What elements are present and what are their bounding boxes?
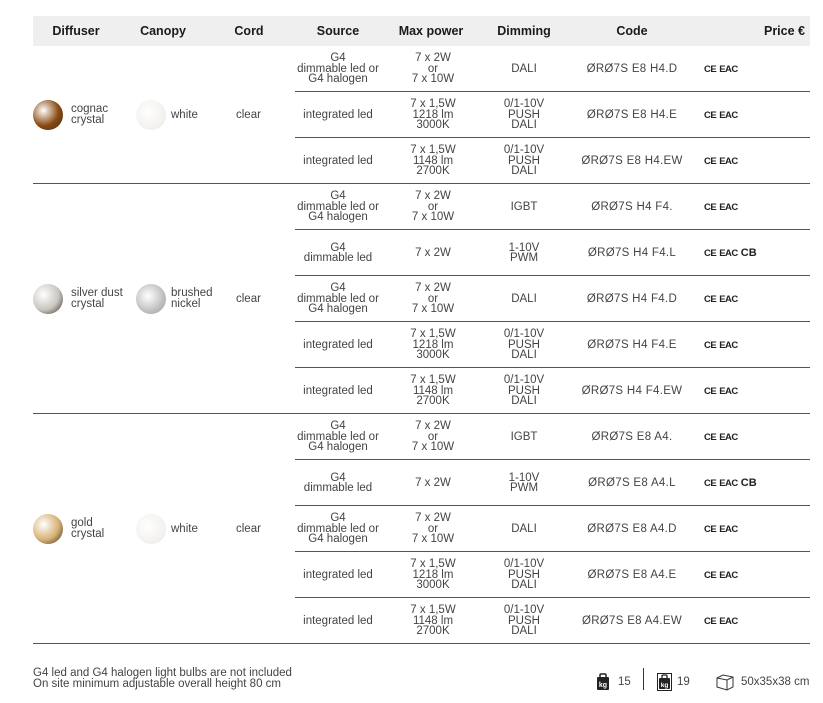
power-line: 7 x 10W — [411, 441, 455, 454]
code-cell: ØRØ7S E8 H4.EW — [581, 154, 683, 167]
eac-mark-icon: EAC — [719, 615, 738, 627]
power-line: or — [427, 522, 439, 535]
eac-mark-icon: EAC — [719, 201, 738, 213]
power-line: 2700K — [416, 165, 450, 178]
header-source: Source — [316, 24, 360, 38]
code-cell: ØRØ7S H4 F4.EW — [581, 384, 683, 397]
dimming-line: DALI — [511, 395, 537, 408]
power-line: 7 x 1,5W — [410, 98, 456, 111]
power-line: 7 x 2W — [415, 476, 451, 489]
gross-weight — [657, 673, 690, 691]
power-line: 7 x 1,5W — [410, 374, 456, 387]
eac-mark-icon: EAC — [719, 63, 738, 75]
source-line: dimmable led — [303, 482, 373, 494]
diffuser-swatch — [33, 284, 63, 314]
source-line: integrated led — [303, 614, 373, 627]
ce-mark-icon: CE — [704, 293, 717, 305]
code-cell: ØRØ7S E8 H4.D — [586, 62, 678, 75]
net-weight — [596, 673, 631, 691]
eac-mark-icon: EAC — [719, 523, 738, 535]
footer-notes — [33, 668, 292, 690]
dimming-cell — [479, 46, 569, 92]
dimming-line: DALI — [511, 119, 537, 132]
dimming-line: PWM — [509, 482, 539, 494]
source-cell — [295, 552, 381, 598]
source-cell — [295, 414, 381, 460]
dimming-line: PUSH — [508, 108, 540, 121]
net-weight-value: 15 — [618, 676, 631, 688]
table-header — [33, 16, 810, 46]
ce-mark-icon: CE — [704, 339, 717, 351]
dimming-cell — [479, 184, 569, 230]
canopy-swatch — [136, 100, 166, 130]
eac-mark-icon: EAC — [719, 569, 738, 581]
dimming-cell — [479, 460, 569, 506]
certification-marks — [704, 339, 738, 351]
dimming-line: DALI — [511, 292, 537, 305]
dimming-line: 0/1-10V — [503, 374, 545, 387]
dimming-line: 1-10V — [508, 241, 540, 254]
dimming-line: 0/1-10V — [503, 604, 545, 617]
certification-marks — [704, 293, 738, 305]
dimming-line: PUSH — [508, 614, 540, 627]
source-line: G4 halogen — [308, 303, 368, 316]
dimming-line: IGBT — [510, 430, 538, 443]
canopy-swatch — [136, 284, 166, 314]
source-line: G4 halogen — [308, 73, 368, 86]
max-power-cell — [387, 598, 479, 644]
box-size — [715, 673, 809, 691]
header-dimming: Dimming — [497, 24, 551, 38]
source-cell — [295, 460, 381, 506]
source-line: G4 — [330, 282, 346, 295]
dimming-line: PUSH — [508, 384, 540, 397]
weight-divider — [643, 668, 644, 690]
cord-label: clear — [236, 293, 261, 305]
header-diffuser: Diffuser — [52, 24, 100, 38]
dimming-cell — [479, 92, 569, 138]
power-line: 7 x 2W — [415, 190, 451, 203]
cord-label: clear — [236, 109, 261, 121]
eac-mark-icon: EAC — [719, 431, 738, 443]
dimming-line: IGBT — [510, 200, 538, 213]
canopy-label — [171, 110, 198, 121]
power-line: 7 x 10W — [411, 533, 455, 546]
power-line: 7 x 1,5W — [410, 144, 456, 157]
eac-mark-icon: EAC — [719, 339, 738, 351]
source-line: integrated led — [303, 154, 373, 167]
power-line: 2700K — [416, 395, 450, 408]
power-line: 7 x 2W — [415, 512, 451, 525]
power-line: 7 x 2W — [415, 282, 451, 295]
ce-mark-icon: CE — [704, 431, 717, 443]
dimming-cell — [479, 552, 569, 598]
max-power-cell — [387, 552, 479, 598]
code-cell: ØRØ7S H4 F4.D — [586, 292, 678, 305]
dimming-line: PUSH — [508, 338, 540, 351]
max-power-cell — [387, 368, 479, 414]
code-cell: ØRØ7S E8 H4.E — [586, 108, 678, 121]
source-line: G4 — [330, 190, 346, 203]
certification-marks — [704, 201, 738, 213]
power-line: 1148 lm — [412, 614, 454, 627]
ce-mark-icon: CE — [704, 385, 717, 397]
source-cell — [295, 322, 381, 368]
diffuser-label-line: cognac — [71, 103, 109, 115]
certification-marks — [704, 523, 738, 535]
code-cell: ØRØ7S H4 F4. — [591, 200, 673, 213]
certification-marks — [704, 385, 738, 397]
code-cell: ØRØ7S E8 A4.L — [588, 476, 676, 489]
source-line: G4 halogen — [308, 441, 368, 454]
certification-marks — [704, 109, 738, 121]
max-power-cell — [387, 276, 479, 322]
header-canopy: Canopy — [140, 24, 186, 38]
box-size-value: 50x35x38 cm — [741, 676, 810, 688]
diffuser-label — [71, 518, 104, 540]
source-cell — [295, 598, 381, 644]
diffuser-label — [71, 288, 123, 310]
source-cell — [295, 506, 381, 552]
certification-marks — [704, 477, 757, 489]
ce-mark-icon: CE — [704, 523, 717, 535]
canopy-label — [171, 288, 213, 310]
ce-mark-icon: CE — [704, 477, 717, 489]
power-line: 7 x 1,5W — [410, 328, 456, 341]
diffuser-label-line: crystal — [71, 528, 105, 540]
eac-mark-icon: EAC — [719, 385, 738, 397]
diffuser-swatch — [33, 514, 63, 544]
dimming-cell — [479, 276, 569, 322]
header-code: Code — [616, 24, 648, 38]
diffuser-label — [71, 104, 108, 126]
diffuser-swatch — [33, 100, 63, 130]
ce-mark-icon: CE — [704, 201, 717, 213]
source-line: G4 — [330, 420, 346, 433]
dimming-cell — [479, 598, 569, 644]
source-line: integrated led — [303, 108, 373, 121]
dimming-line: 0/1-10V — [503, 328, 545, 341]
dimming-line: DALI — [511, 579, 537, 592]
canopy-label-line: white — [171, 109, 198, 121]
footer-note-bulbs: G4 led and G4 halogen light bulbs are not included — [33, 667, 292, 679]
power-line: or — [427, 430, 439, 443]
cord-label: clear — [236, 523, 261, 535]
max-power-cell — [387, 414, 479, 460]
diffuser-label-line: crystal — [71, 114, 105, 126]
power-line: 1218 lm — [412, 568, 454, 581]
source-line: dimmable led or — [297, 200, 379, 213]
canopy-swatch — [136, 514, 166, 544]
source-cell — [295, 46, 381, 92]
source-cell — [295, 368, 381, 414]
header-cord: Cord — [234, 24, 264, 38]
dimming-line: 0/1-10V — [503, 98, 545, 111]
cb-mark-icon: CB — [740, 477, 757, 489]
source-line: G4 — [330, 241, 346, 254]
code-cell: ØRØ7S E8 A4.E — [587, 568, 677, 581]
certification-marks — [704, 247, 757, 259]
eac-mark-icon: EAC — [719, 293, 738, 305]
power-line: 7 x 1,5W — [410, 558, 456, 571]
source-line: dimmable led — [303, 252, 373, 264]
ce-mark-icon: CE — [704, 615, 717, 627]
source-line: G4 — [330, 471, 346, 484]
box-icon — [715, 673, 735, 691]
code-cell: ØRØ7S E8 A4.D — [587, 522, 677, 535]
code-cell: ØRØ7S E8 A4.EW — [581, 614, 683, 627]
gross-weight-icon — [657, 673, 672, 691]
dimming-line: DALI — [511, 165, 537, 178]
max-power-cell — [387, 46, 479, 92]
power-line: 3000K — [416, 349, 450, 362]
eac-mark-icon: EAC — [719, 109, 738, 121]
certification-marks — [704, 431, 738, 443]
power-line: 7 x 2W — [415, 52, 451, 65]
max-power-cell — [387, 230, 479, 276]
group-divider — [33, 643, 810, 644]
power-line: 3000K — [416, 119, 450, 132]
cb-mark-icon: CB — [740, 247, 757, 259]
footer-note-height: On site minimum adjustable overall height 80 cm — [33, 678, 282, 690]
diffuser-label-line: silver dust — [71, 287, 123, 299]
source-line: dimmable led or — [297, 430, 379, 443]
dimming-line: 1-10V — [508, 471, 540, 484]
source-line: dimmable led or — [297, 522, 379, 535]
power-line: 1218 lm — [412, 338, 454, 351]
canopy-label — [171, 524, 198, 535]
ce-mark-icon: CE — [704, 247, 717, 259]
source-cell — [295, 184, 381, 230]
source-line: G4 — [330, 52, 346, 65]
power-line: 3000K — [416, 579, 450, 592]
canopy-label-line: brushed — [171, 287, 213, 299]
dimming-line: DALI — [511, 349, 537, 362]
source-line: G4 halogen — [308, 211, 368, 224]
eac-mark-icon: EAC — [719, 247, 738, 259]
max-power-cell — [387, 460, 479, 506]
power-line: 1218 lm — [412, 108, 454, 121]
svg-text:kg: kg — [660, 682, 669, 689]
ce-mark-icon: CE — [704, 569, 717, 581]
power-line: 2700K — [416, 625, 450, 638]
code-cell: ØRØ7S H4 F4.L — [587, 246, 677, 259]
power-line: 7 x 2W — [415, 420, 451, 433]
dimming-cell — [479, 138, 569, 184]
source-cell — [295, 138, 381, 184]
power-line: 7 x 10W — [411, 73, 455, 86]
source-line: integrated led — [303, 384, 373, 397]
source-cell — [295, 230, 381, 276]
certification-marks — [704, 569, 738, 581]
header-price: Price € — [763, 24, 805, 38]
eac-mark-icon: EAC — [719, 155, 738, 167]
certification-marks — [704, 63, 738, 75]
gross-weight-value: 19 — [677, 676, 690, 688]
net-weight-icon — [596, 673, 610, 691]
source-line: dimmable led or — [297, 292, 379, 305]
dimming-line: 0/1-10V — [503, 558, 545, 571]
dimming-cell — [479, 368, 569, 414]
dimming-line: DALI — [511, 625, 537, 638]
source-cell — [295, 92, 381, 138]
dimming-line: PUSH — [508, 568, 540, 581]
svg-text:kg: kg — [598, 682, 608, 689]
source-line: G4 halogen — [308, 533, 368, 546]
source-line: integrated led — [303, 568, 373, 581]
max-power-cell — [387, 138, 479, 184]
power-line: 7 x 10W — [411, 211, 455, 224]
max-power-cell — [387, 92, 479, 138]
dimming-cell — [479, 230, 569, 276]
power-line: 7 x 2W — [415, 246, 451, 259]
eac-mark-icon: EAC — [719, 477, 738, 489]
max-power-cell — [387, 322, 479, 368]
power-line: 1148 lm — [412, 384, 454, 397]
dimming-line: PWM — [509, 252, 539, 264]
code-cell: ØRØ7S E8 A4. — [591, 430, 673, 443]
dimming-cell — [479, 506, 569, 552]
power-line: or — [427, 200, 439, 213]
diffuser-label-line: crystal — [71, 298, 105, 310]
header-max-power: Max power — [398, 24, 464, 38]
dimming-line: 0/1-10V — [503, 144, 545, 157]
dimming-line: PUSH — [508, 154, 540, 167]
power-line: 7 x 10W — [411, 303, 455, 316]
source-line: integrated led — [303, 338, 373, 351]
canopy-label-line: nickel — [171, 298, 201, 310]
source-line: G4 — [330, 512, 346, 525]
diffuser-label-line: gold — [71, 517, 93, 529]
certification-marks — [704, 615, 738, 627]
dimming-cell — [479, 414, 569, 460]
max-power-cell — [387, 184, 479, 230]
dimming-line: DALI — [511, 522, 537, 535]
code-cell: ØRØ7S H4 F4.E — [587, 338, 677, 351]
power-line: 7 x 1,5W — [410, 604, 456, 617]
certification-marks — [704, 155, 738, 167]
power-line: or — [427, 292, 439, 305]
ce-mark-icon: CE — [704, 109, 717, 121]
source-line: dimmable led or — [297, 62, 379, 75]
max-power-cell — [387, 506, 479, 552]
power-line: or — [427, 62, 439, 75]
dimming-line: DALI — [511, 62, 537, 75]
dimming-cell — [479, 322, 569, 368]
ce-mark-icon: CE — [704, 155, 717, 167]
source-cell — [295, 276, 381, 322]
ce-mark-icon: CE — [704, 63, 717, 75]
canopy-label-line: white — [171, 523, 198, 535]
power-line: 1148 lm — [412, 154, 454, 167]
